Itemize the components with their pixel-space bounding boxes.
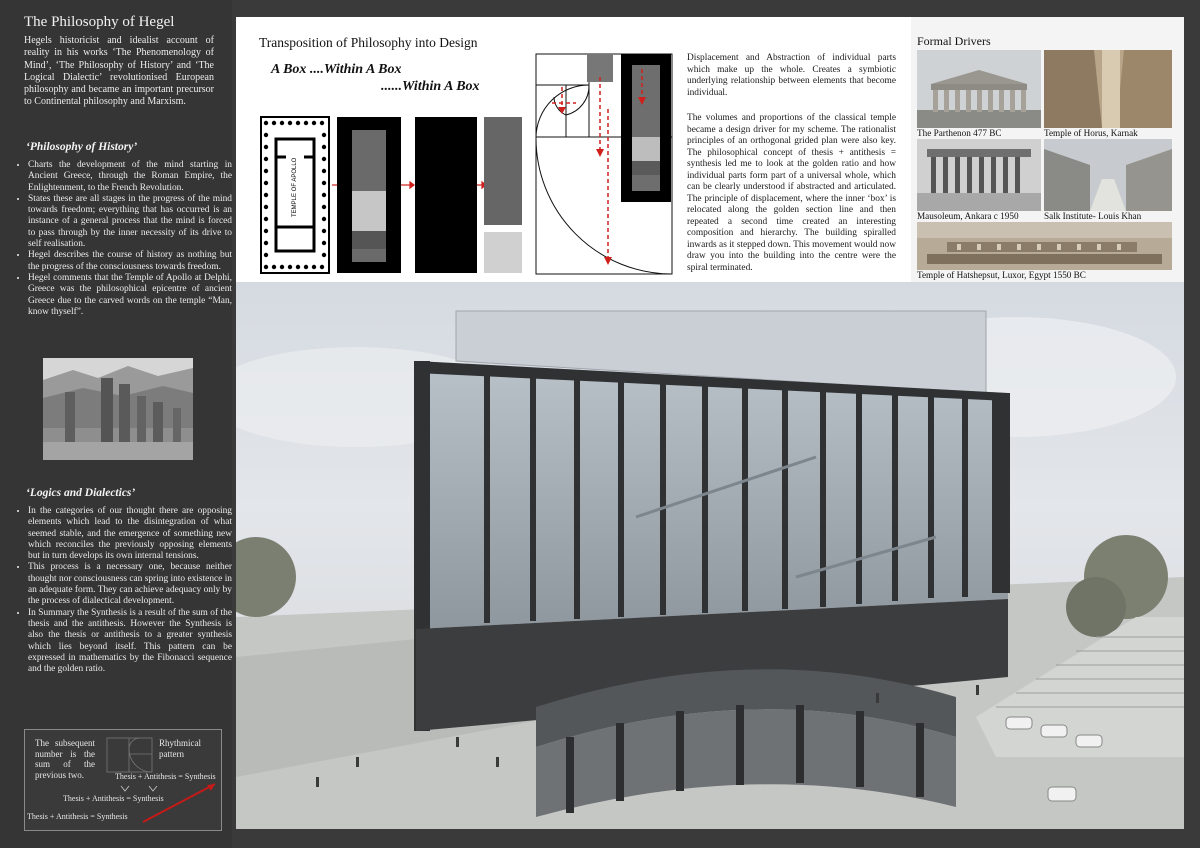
arrow-icon (25, 730, 221, 830)
fibonacci-diagram (24, 729, 222, 831)
paragraph-displacement: Displacement and Abstraction of individual parts which make up the whole. Creates a symbiotic underlying relationship between elements that become individual. (687, 53, 896, 98)
list-item: • This process is a necessary one, because neither thought nor consciousness can spring into existence in an adequate form. They can achieve adequacy only by the process of dialectical development. (28, 562, 232, 607)
rhythm-label: Rhythmical pattern (159, 738, 201, 759)
list-item: • States these are all stages in the progress of the mind towards freedom; everything that has occurred is an instance of a general process that the mind is forced to pass through by the inner necessity of its drive to self realisation. (28, 194, 232, 250)
temple-horus-photo (1044, 50, 1172, 128)
caption-salk: Salk Institute- Louis Khan (1044, 211, 1142, 221)
paragraph-proportions: The volumes and proportions of the classical temple became a design driver for my scheme. The rationalist principles of an orthogonal grided plan were also key. The philosophical concept of thesis + antithesis = synthesis led me to look at the golden ratio and how individual parts form part of a universal whole, which can be clearly understood if abstracted and articulated. The principle of displacement, where the inner ‘box’ is relocated along the golden section line and then repeated a second time created an interesting composition and hierarchy. The building spiralled inwards as it stepped down. This movement would now draw you into the building into the centre were the spiral terminated. (687, 113, 896, 273)
list-item: • In Summary the Synthesis is a result of the sum of the thesis and the antithesis. However the Synthesis is also the thesis or antithesis to a greater synthesis which lies beyond itself. This pattern can be expressed in mathematics by the Fibonacci sequence and the golden ratio. (28, 608, 232, 676)
list-item: • Hegel describes the course of history as nothing but the progress of the consciousness towards freedom. (28, 250, 232, 273)
mausoleum-photo (917, 139, 1041, 211)
salk-institute-photo (1044, 139, 1172, 211)
history-list (10, 160, 232, 318)
transposition-title: Transposition of Philosophy into Design (259, 35, 478, 50)
box-line-2: ......Within A Box (381, 79, 480, 94)
hatshepsut-photo (917, 222, 1172, 270)
list-item: • Charts the development of the mind starting in Ancient Greece, through the Roman Empire, the Enlightenment, to the French Revolution. (28, 160, 232, 194)
delphi-ruins-photo (43, 358, 193, 460)
synth-line-2: Thesis + Antithesis = Synthesis (63, 794, 164, 803)
logic-list (10, 506, 232, 675)
box-line-1: A Box ....Within A Box (271, 62, 402, 77)
caption-hatshepsut: Temple of Hatshepsut, Luxor, Egypt 1550 BC (917, 270, 1086, 280)
list-item: • In the categories of our thought there are opposing elements which lead to the disintegration of what seemed stable, and the emergence of something new which reconciles the previously opposing elements but in turn develops its own internal tensions. (28, 506, 232, 562)
main-panel (236, 17, 1184, 829)
list-item: • Hegel comments that the Temple of Apollo at Delphi, Greece was the philosophical epicentre of ancient Greece due to the carved words on the temple “Man, know thyself”. (28, 273, 232, 318)
caption-parthenon: The Parthenon 477 BC (917, 128, 1002, 138)
fib-note: The subsequent number is the sum of the previous two. (35, 738, 95, 780)
history-heading: ‘Philosophy of History’ (26, 141, 138, 153)
synth-line-3: Thesis + Antithesis = Synthesis (27, 812, 128, 821)
synth-line-1: Thesis + Antithesis = Synthesis (115, 772, 216, 781)
caption-mausoleum: Mausoleum, Ankara c 1950 (917, 211, 1019, 221)
formal-drivers-title: Formal Drivers (917, 34, 991, 48)
sidebar-intro: Hegels historicist and idealist account of reality in his works ‘The Phenomenology of Mind’, ‘The Philosophy of History’ and ‘The Logical Dialectic’ revolutionised European philosophy and became an important precursor to Continental philosophy and Marxism. (24, 35, 214, 108)
parthenon-photo (917, 50, 1041, 128)
caption-horus: Temple of Horus, Karnak (1044, 128, 1138, 138)
plan-label: TEMPLE OF APOLLO (292, 157, 298, 217)
sidebar-title: The Philosophy of Hegel (24, 14, 175, 30)
logic-heading: ‘Logics and Dialectics’ (26, 487, 136, 499)
sidebar (0, 0, 232, 848)
